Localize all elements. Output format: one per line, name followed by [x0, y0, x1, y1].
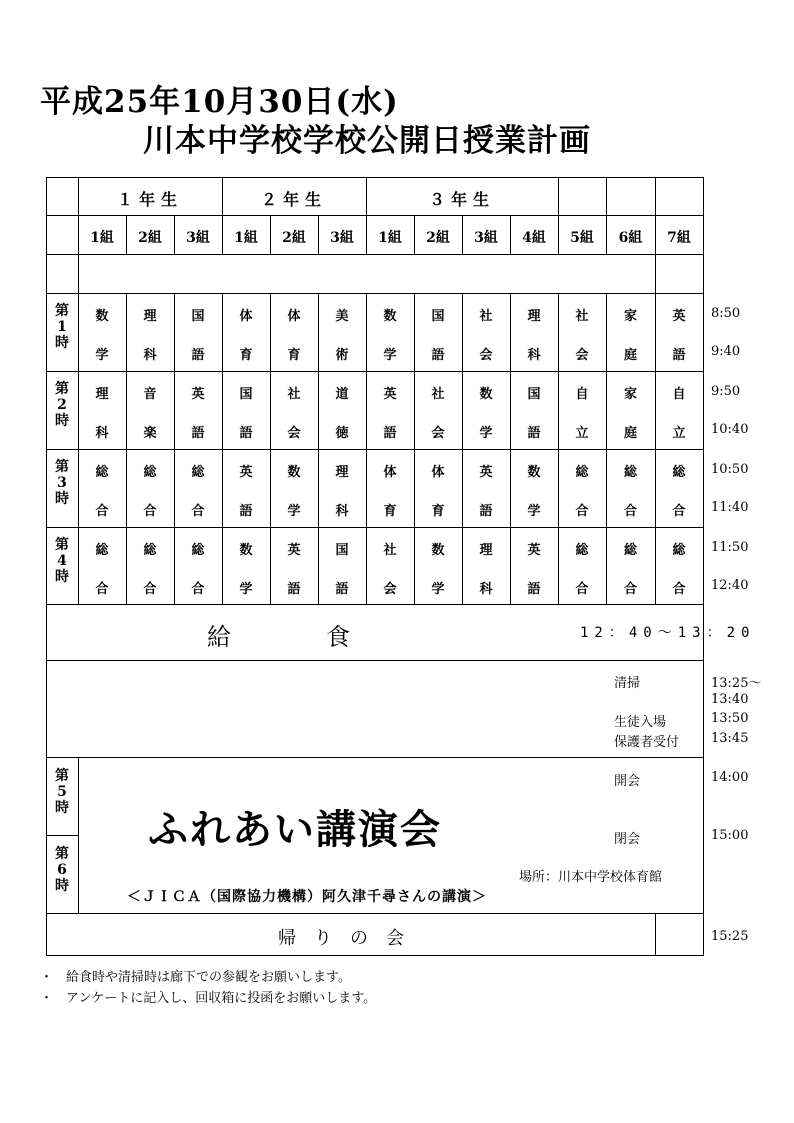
subject-char-top: 総 [191, 543, 205, 558]
subject-char-bottom: 語 [527, 582, 541, 597]
cleaning-end-time: 13:40 [711, 692, 749, 707]
note-2: ・ アンケートに記入し、回収箱に投函をお願いします。 [40, 991, 377, 1006]
subject-char-top: 理 [479, 543, 493, 558]
subject-char-bottom: 合 [95, 504, 109, 519]
row-divider [46, 371, 703, 372]
subject-char-top: 理 [335, 465, 349, 480]
subject-char-top: 英 [287, 543, 301, 558]
period-divider [46, 835, 78, 836]
column-divider [366, 293, 367, 605]
column-divider [414, 293, 415, 605]
subject-char-bottom: 語 [191, 426, 205, 441]
column-divider [655, 177, 656, 215]
subject-char-top: 数 [95, 309, 109, 324]
subject-char-bottom: 語 [479, 504, 493, 519]
note-1: ・ 給食時や清掃時は廊下での参観をお願いします。 [40, 970, 351, 985]
subject-char-top: 国 [239, 387, 253, 402]
column-divider [270, 293, 271, 605]
period-end-time: 12:40 [711, 578, 749, 593]
period-start-time: 10:50 [711, 462, 749, 477]
row-divider [46, 449, 703, 450]
lunch-label-a: 給 [207, 623, 231, 651]
column-divider [655, 254, 656, 293]
grade-header: １年生 [116, 190, 183, 209]
grade-header: ２年生 [260, 190, 327, 209]
subject-char-top: 数 [527, 465, 541, 480]
subject-char-top: 理 [527, 309, 541, 324]
subject-char-top: 英 [672, 309, 686, 324]
subject-char-top: 体 [239, 309, 253, 324]
subject-char-bottom: 合 [623, 504, 637, 519]
subject-char-top: 数 [239, 543, 253, 558]
venue: 場所：川本中学校体育館 [519, 870, 663, 885]
period-start-time: 9:50 [711, 384, 741, 399]
period-start-time: 8:50 [711, 306, 741, 321]
class-header: 2組 [426, 230, 450, 246]
subject-char-bottom: 合 [575, 582, 589, 597]
closing-time: 15:00 [711, 828, 749, 843]
subject-char-bottom: 語 [287, 582, 301, 597]
subject-char-top: 社 [383, 543, 397, 558]
row-divider [46, 215, 703, 216]
subject-char-top: 総 [575, 543, 589, 558]
subject-char-top: 総 [623, 465, 637, 480]
period-label: 第 1 時 [55, 303, 69, 351]
closing-label: 閉会 [614, 832, 641, 847]
row-divider [46, 757, 703, 758]
subject-char-top: 国 [191, 309, 205, 324]
subject-char-top: 理 [143, 309, 157, 324]
subject-char-bottom: 学 [383, 348, 397, 363]
subject-char-top: 総 [143, 465, 157, 480]
subject-char-bottom: 会 [431, 426, 445, 441]
subject-char-bottom: 合 [623, 582, 637, 597]
subject-char-top: 英 [527, 543, 541, 558]
subject-char-top: 総 [672, 543, 686, 558]
class-header: 4組 [522, 230, 546, 246]
subject-char-top: 家 [623, 387, 637, 402]
subject-char-bottom: 会 [383, 582, 397, 597]
subject-char-bottom: 語 [239, 504, 253, 519]
cleaning-start-time: 13:25～ [711, 676, 762, 691]
class-header: 7組 [667, 230, 691, 246]
page-title-date: 平成25年10月30日(水) [40, 84, 399, 120]
class-header: 1組 [234, 230, 258, 246]
subject-char-bottom: 立 [575, 426, 589, 441]
class-header: 3組 [330, 230, 354, 246]
subject-char-top: 自 [672, 387, 686, 402]
subject-char-top: 家 [623, 309, 637, 324]
column-divider [606, 293, 607, 605]
subject-char-bottom: 学 [287, 504, 301, 519]
subject-char-bottom: 育 [383, 504, 397, 519]
subject-char-top: 数 [383, 309, 397, 324]
period-5-label: 第 5 時 [55, 768, 69, 816]
subject-char-top: 数 [287, 465, 301, 480]
period-end-time: 9:40 [711, 344, 741, 359]
period-label: 第 4 時 [55, 537, 69, 585]
homeroom-time: 15:25 [711, 929, 749, 944]
column-divider [606, 177, 607, 215]
column-divider [558, 293, 559, 605]
subject-char-top: 国 [335, 543, 349, 558]
opening-label: 開会 [614, 774, 641, 789]
subject-char-bottom: 会 [287, 426, 301, 441]
subject-char-bottom: 術 [335, 348, 349, 363]
subject-char-bottom: 会 [575, 348, 589, 363]
column-divider [318, 293, 319, 605]
subject-char-top: 英 [479, 465, 493, 480]
subject-char-top: 英 [191, 387, 205, 402]
subject-char-bottom: 合 [575, 504, 589, 519]
subject-char-top: 社 [431, 387, 445, 402]
subject-char-top: 音 [143, 387, 157, 402]
subject-char-top: 総 [95, 465, 109, 480]
column-divider [126, 293, 127, 605]
subject-char-bottom: 語 [239, 426, 253, 441]
subject-char-bottom: 育 [287, 348, 301, 363]
cleaning-label: 清掃 [614, 676, 641, 691]
subject-char-top: 数 [479, 387, 493, 402]
subject-char-bottom: 語 [672, 348, 686, 363]
subject-char-top: 美 [335, 309, 349, 324]
grade-header: ３年生 [428, 190, 495, 209]
subject-char-bottom: 語 [335, 582, 349, 597]
row-divider [46, 254, 703, 255]
subject-char-bottom: 語 [431, 348, 445, 363]
subject-char-top: 総 [143, 543, 157, 558]
subject-char-bottom: 合 [143, 582, 157, 597]
homeroom-label: 帰りの会 [278, 928, 422, 949]
subject-char-bottom: 語 [527, 426, 541, 441]
subject-char-bottom: 語 [191, 348, 205, 363]
subject-char-bottom: 科 [335, 504, 349, 519]
subject-char-bottom: 科 [143, 348, 157, 363]
subject-char-bottom: 科 [479, 582, 493, 597]
column-divider [78, 757, 79, 913]
column-divider [510, 293, 511, 605]
subject-char-bottom: 合 [672, 582, 686, 597]
subject-char-top: 総 [191, 465, 205, 480]
subject-char-top: 体 [287, 309, 301, 324]
period-end-time: 10:40 [711, 422, 749, 437]
subject-char-top: 総 [575, 465, 589, 480]
subject-char-bottom: 合 [191, 582, 205, 597]
subject-char-bottom: 学 [239, 582, 253, 597]
student-entry-time: 13:50 [711, 711, 749, 726]
class-header: 1組 [90, 230, 114, 246]
subject-char-top: 体 [431, 465, 445, 480]
row-divider [46, 660, 703, 661]
subject-char-bottom: 徳 [335, 426, 349, 441]
column-divider [462, 293, 463, 605]
subject-char-top: 総 [95, 543, 109, 558]
class-header: 2組 [282, 230, 306, 246]
subject-char-bottom: 科 [527, 348, 541, 363]
subject-char-top: 総 [623, 543, 637, 558]
class-header: 5組 [570, 230, 594, 246]
guardian-reception-label: 保護者受付 [614, 735, 680, 750]
subject-char-bottom: 合 [672, 504, 686, 519]
subject-char-top: 総 [672, 465, 686, 480]
subject-char-top: 社 [287, 387, 301, 402]
subject-char-bottom: 学 [95, 348, 109, 363]
subject-char-bottom: 合 [191, 504, 205, 519]
class-header: 3組 [474, 230, 498, 246]
subject-char-bottom: 学 [431, 582, 445, 597]
period-start-time: 11:50 [711, 540, 749, 555]
opening-time: 14:00 [711, 770, 749, 785]
subject-char-top: 道 [335, 387, 349, 402]
column-divider [222, 293, 223, 605]
column-divider [655, 293, 656, 605]
column-divider [174, 293, 175, 605]
subject-char-bottom: 科 [95, 426, 109, 441]
subject-char-bottom: 会 [479, 348, 493, 363]
subject-char-top: 理 [95, 387, 109, 402]
period-end-time: 11:40 [711, 500, 749, 515]
page-title: 川本中学校学校公開日授業計画 [143, 123, 591, 159]
guardian-reception-time: 13:45 [711, 731, 749, 746]
subject-char-top: 社 [479, 309, 493, 324]
subject-char-bottom: 合 [95, 582, 109, 597]
lecture-title: ふれあい講演会 [148, 806, 442, 853]
row-divider [46, 527, 703, 528]
class-header: 1組 [378, 230, 402, 246]
column-divider [558, 177, 559, 215]
subject-char-bottom: 楽 [143, 426, 157, 441]
subject-char-bottom: 育 [239, 348, 253, 363]
row-divider [46, 293, 703, 294]
subject-char-top: 英 [239, 465, 253, 480]
subject-char-top: 体 [383, 465, 397, 480]
subject-char-bottom: 立 [672, 426, 686, 441]
class-header: 3組 [186, 230, 210, 246]
column-divider [655, 913, 656, 956]
subject-char-bottom: 庭 [623, 426, 637, 441]
subject-char-top: 国 [431, 309, 445, 324]
lunch-label-b: 食 [326, 623, 350, 651]
subject-char-top: 英 [383, 387, 397, 402]
subject-char-top: 社 [575, 309, 589, 324]
subject-char-top: 国 [527, 387, 541, 402]
lunch-time: 12：40～13：20 [580, 625, 756, 641]
subject-char-bottom: 合 [143, 504, 157, 519]
lecture-subtitle: ＜ＪＩＣＡ（国際協力機構）阿久津千尋さんの講演＞ [127, 889, 487, 905]
subject-char-bottom: 育 [431, 504, 445, 519]
subject-char-bottom: 庭 [623, 348, 637, 363]
subject-char-bottom: 学 [479, 426, 493, 441]
subject-char-bottom: 学 [527, 504, 541, 519]
row-divider [46, 604, 703, 605]
subject-char-bottom: 語 [383, 426, 397, 441]
subject-char-top: 自 [575, 387, 589, 402]
subject-char-top: 数 [431, 543, 445, 558]
period-label: 第 3 時 [55, 459, 69, 507]
student-entry-label: 生徒入場 [614, 715, 667, 730]
class-header: 6組 [618, 230, 643, 246]
row-divider [46, 913, 703, 914]
period-label: 第 2 時 [55, 381, 69, 429]
class-header: 2組 [138, 230, 162, 246]
period-6-label: 第 6 時 [55, 846, 69, 894]
